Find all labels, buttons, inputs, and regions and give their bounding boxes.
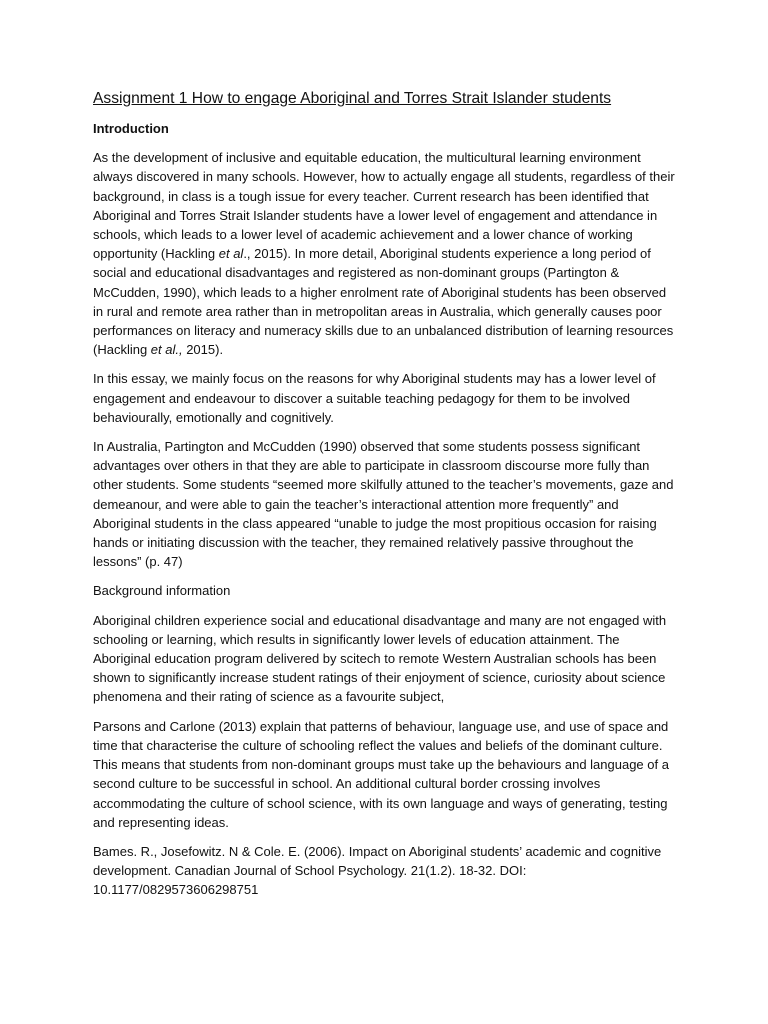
intro-p1-etal-2: et al., [150,342,183,358]
background-heading: Background information [93,583,231,599]
intro-paragraph-1 [93,148,678,359]
introduction-heading: Introduction [93,121,169,136]
intro-p1-text-a: As the development of inclusive and equitable education, the multicultural learning environment always discovered in many schools. However, how to actually engage all students, regardless of their background, in class is a tough issue for every teacher. Current research has been identified that Aboriginal and Torres Strait Islander students have a lower level of engagement and attendance in schools, which leads to a lower level of academic achievement and a lower chance of working opportunity (Hackling [93,150,675,262]
reference-entry: Bames. R., Josefowitz. N & Cole. E. (2006). Impact on Aboriginal students’ academic and cognitive development. Canadian Journal of School Psychology. 21(1.2). 18-32. DOI: 10.1177/0829573606298751 [93,843,662,898]
intro-p1-etal-1: et al [218,246,244,262]
document-page [93,88,678,910]
intro-p1-text-c: 2015). [182,342,224,358]
background-paragraph-2: Parsons and Carlone (2013) explain that patterns of behaviour, language use, and use of space and time that characterise the culture of schooling reflect the values and beliefs of the dominant culture. This means that students from non-dominant groups must take up the behaviours and language of a second culture to be successful in school. An additional cultural border crossing involves accommodating the culture of school science, with its own language and ways of generating, testing and representing ideas. [93,718,669,830]
intro-paragraph-2: In this essay, we mainly focus on the reasons for why Aboriginal students may has a lower level of engagement and endeavour to discover a suitable teaching pedagogy for them to be involved behaviourally, emotionally and cognitively. [93,371,656,425]
intro-paragraph-3: In Australia, Partington and McCudden (1990) observed that some students possess significant advantages over others in that they are able to participate in classroom discourse more fully than other students. Some students “seemed more skilfully attuned to the teacher’s movements, gaze and demeanour, and were able to gain the teacher’s interactional attention more frequently” and Aboriginal students in the class appeared “unable to judge the most propitious occasion for raising hands or initiating discussion with the teacher, they remained relatively passive throughout the lessons” (p. 47) [93,439,674,570]
background-paragraph-1: Aboriginal children experience social and educational disadvantage and many are not engaged with schooling or learning, which results in significantly lower levels of education attainment. The Aboriginal education program delivered by scitech to remote Western Australian schools has been shown to significantly increase student ratings of their enjoyment of science, curiosity about science phenomena and their rating of science as a favourite subject, [93,612,667,705]
intro-p1-text-b: ., 2015). In more detail, Aboriginal students experience a long period of social and educational disadvantages and registered as non-dominant groups (Partington & McCudden, 1990), which leads to a higher enrolment rate of Aboriginal students has been observed in rural and remote area rather than in metropolitan areas in Australia, which generally causes poor performances on literacy and numeracy skills due to an unbalanced distribution of learning resources (Hackling [93,246,674,358]
document-title: Assignment 1 How to engage Aboriginal and Torres Strait Islander students [93,90,612,107]
